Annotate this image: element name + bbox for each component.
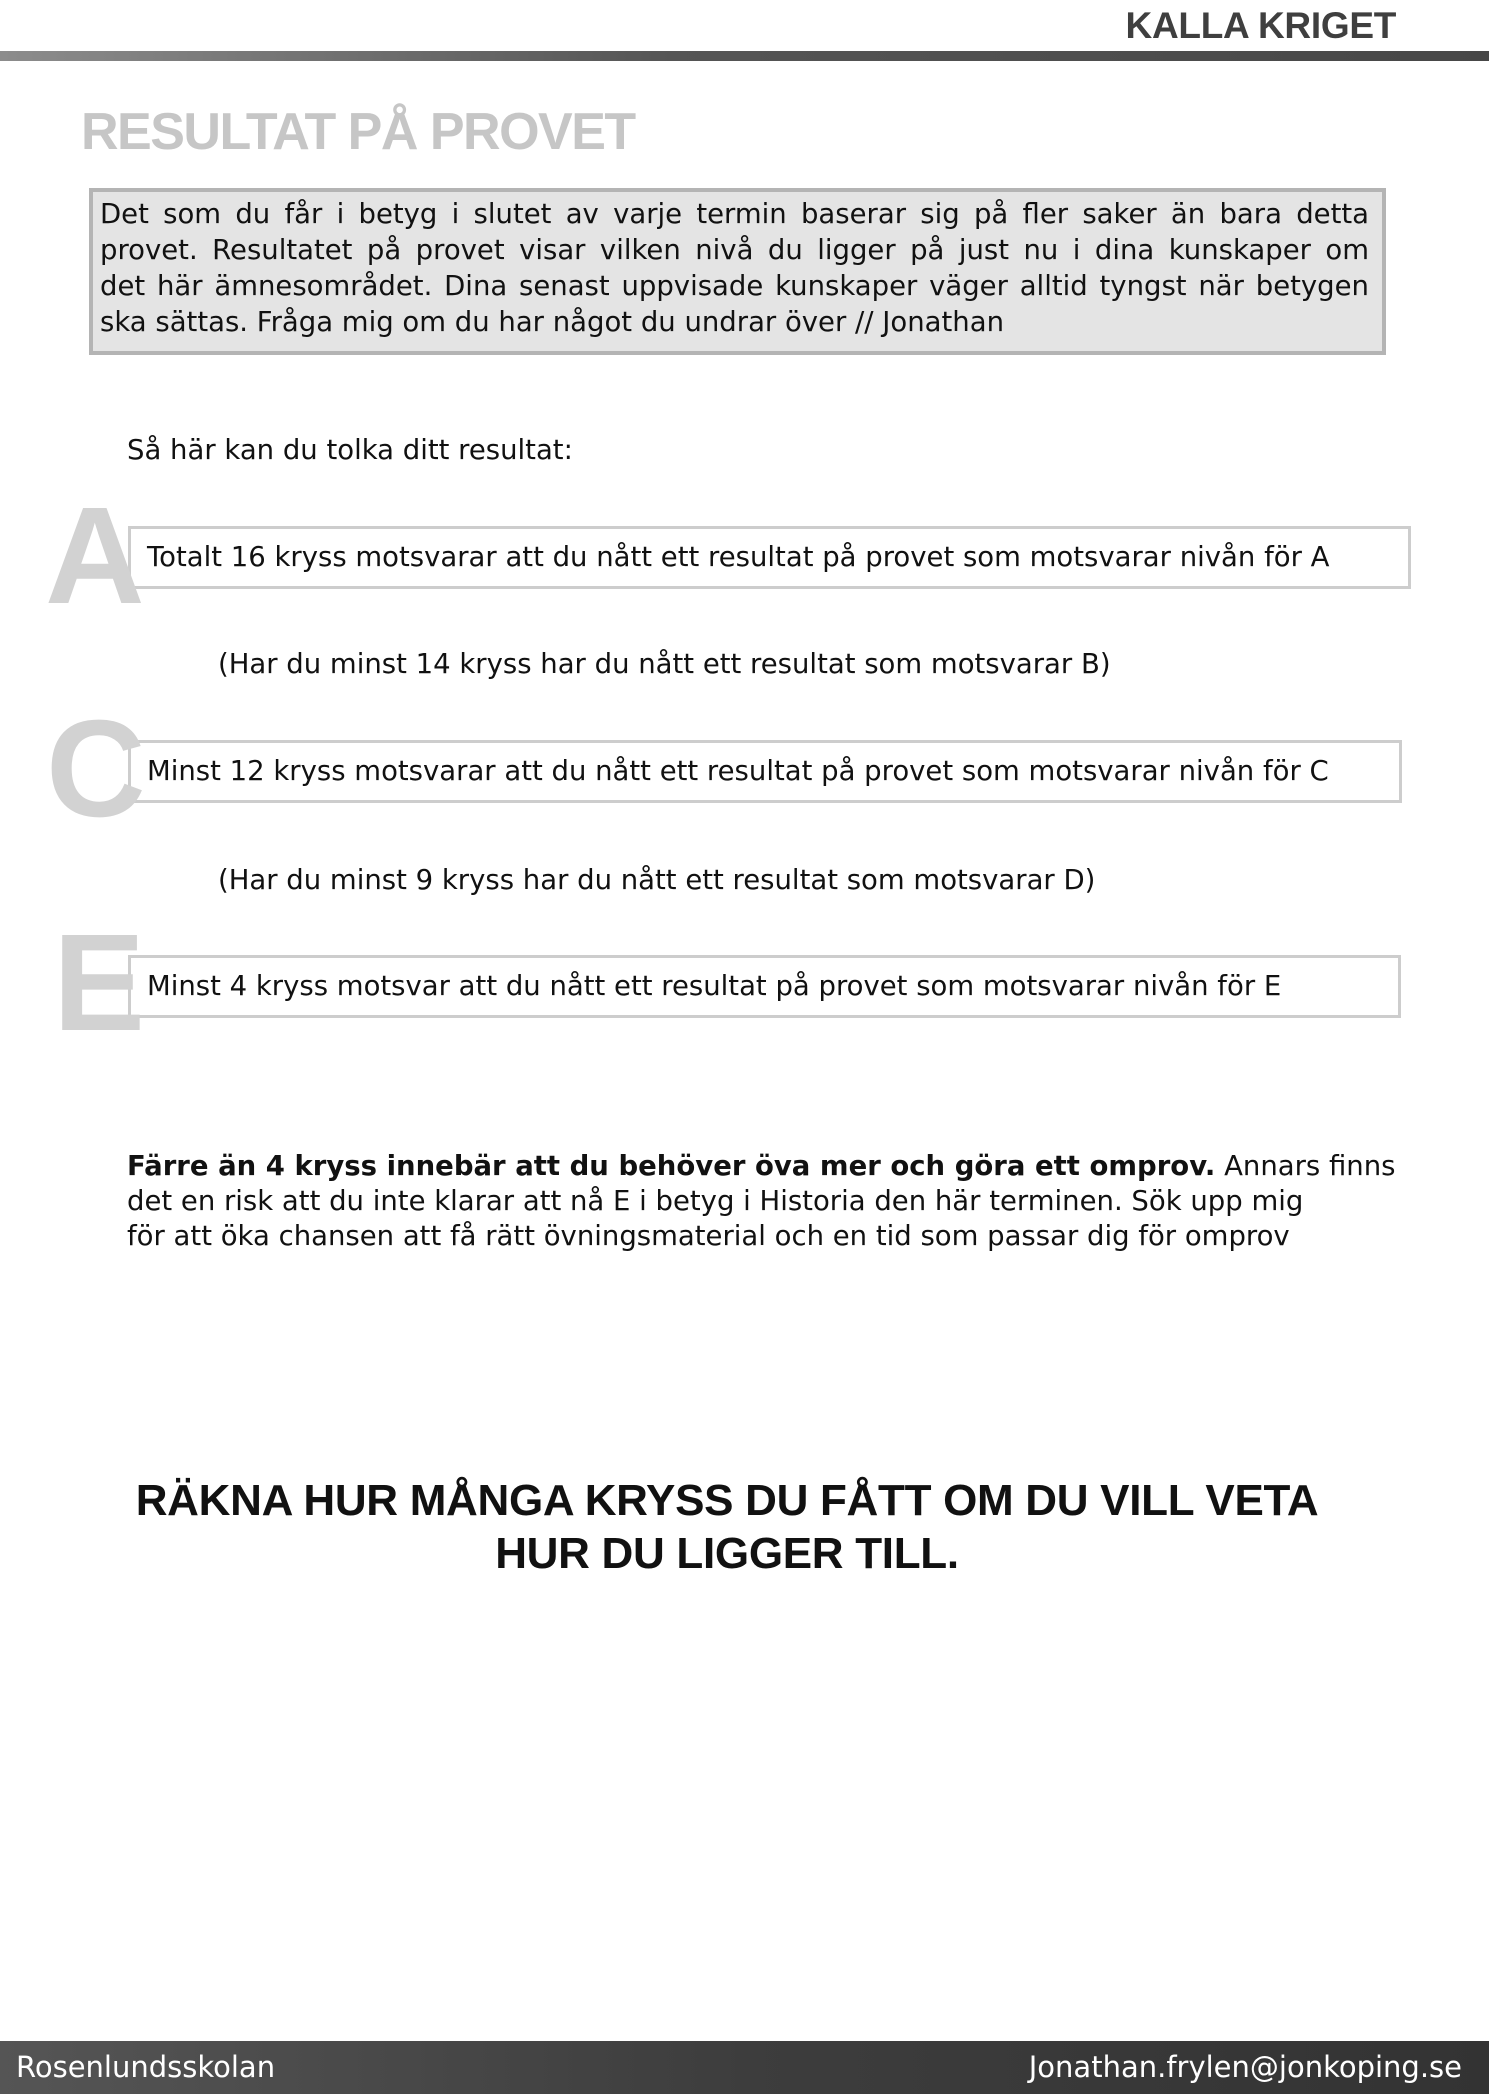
grade-c-text: Minst 12 kryss motsvarar att du nått ett resultat på provet som motsvarar nivån för C	[147, 755, 1329, 787]
retake-notice	[127, 1149, 1427, 1254]
intro-line: provet. Resultatet på provet visar vilken nivå du ligger på just nu i dina kunskaper om	[100, 234, 1369, 266]
intro-line: ska sättas. Fråga mig om du har något du undrar över // Jonathan	[100, 306, 1005, 338]
notice-line1-rest: Annars finns	[1224, 1150, 1396, 1182]
grade-c-box	[128, 740, 1402, 803]
footer-email: Jonathan.frylen@jonkoping.se	[1028, 2050, 1462, 2084]
notice-line	[127, 1149, 1427, 1184]
legend-intro: Så här kan du tolka ditt resultat:	[127, 434, 573, 466]
intro-line: Det som du får i betyg i slutet av varje termin baserar sig på fler saker än bara detta	[100, 198, 1369, 230]
grade-d-note: (Har du minst 9 kryss har du nått ett resultat som motsvarar D)	[218, 864, 1096, 896]
notice-line: för att öka chansen att få rätt övningsmaterial och en tid som passar dig för omprov	[127, 1220, 1290, 1252]
page-title: RESULTAT PÅ PROVET	[81, 103, 635, 161]
grade-a-letter: A	[45, 479, 145, 633]
grade-e-text: Minst 4 kryss motsvar att du nått ett resultat på provet som motsvarar nivån för E	[147, 970, 1282, 1002]
notice-bold-lead: Färre än 4 kryss innebär att du behöver öva mer och göra ett omprov.	[127, 1150, 1216, 1182]
grade-c-letter: C	[46, 692, 146, 846]
call-to-action-heading	[107, 1474, 1347, 1580]
notice-line: det en risk att du inte klarar att nå E i betyg i Historia den här terminen. Sök upp mig	[127, 1185, 1304, 1217]
footer-school-name: Rosenlundsskolan	[16, 2050, 276, 2084]
grade-a-text: Totalt 16 kryss motsvarar att du nått ett resultat på provet som motsvarar nivån för A	[147, 541, 1330, 573]
cta-line: HUR DU LIGGER TILL.	[495, 1529, 959, 1578]
grade-e-box	[128, 955, 1401, 1018]
intro-line: det här ämnesområdet. Dina senast uppvisade kunskaper väger alltid tyngst när betygen	[100, 270, 1369, 302]
grade-b-note: (Har du minst 14 kryss har du nått ett resultat som motsvarar B)	[218, 648, 1111, 680]
header-title: KALLA KRIGET	[1125, 5, 1396, 46]
cta-line: RÄKNA HUR MÅNGA KRYSS DU FÅTT OM DU VILL VETA	[135, 1476, 1319, 1525]
header-rule	[0, 51, 1489, 61]
intro-box	[89, 188, 1386, 355]
footer-bar	[0, 2041, 1489, 2094]
grade-a-box	[128, 526, 1411, 589]
grade-e-letter: E	[53, 906, 146, 1060]
